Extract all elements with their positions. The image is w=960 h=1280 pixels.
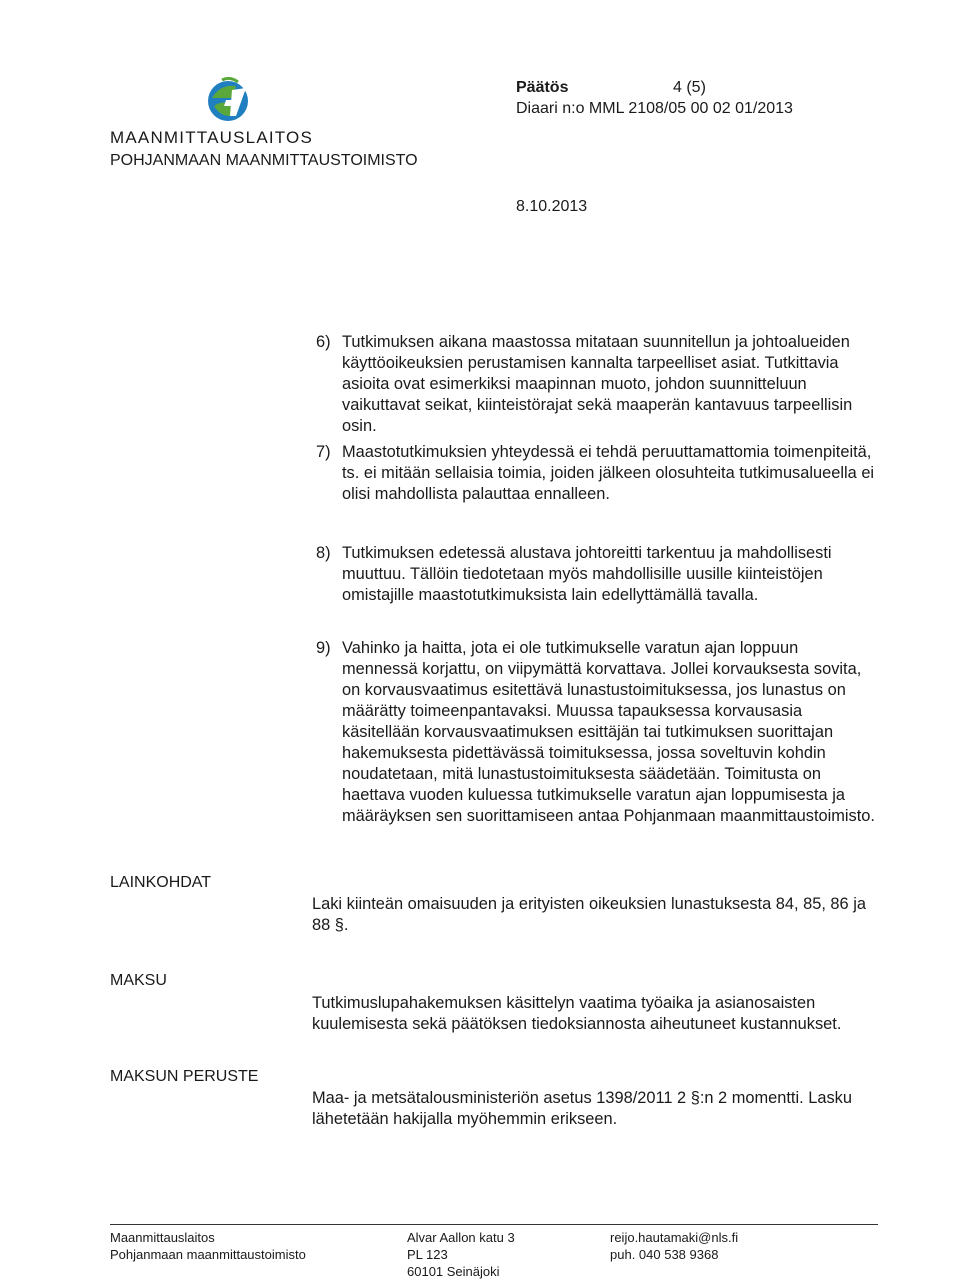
page-number: 4 (5) xyxy=(673,79,706,96)
section-text-maksun-peruste: Maa- ja metsätalousministeriön asetus 1398/2011 2 §:n 2 momentti. Lasku lähetetään hakijalla myöhemmin erikseen. xyxy=(312,1089,852,1128)
footer-postal: 60101 Seinäjoki xyxy=(407,1264,500,1279)
section-text-maksu: Tutkimuslupahakemuksen käsittelyn vaatima työaika ja asianosaisten kuulemisesta sekä päätöksen tiedoksiannosta aiheutuneet kustannukset. xyxy=(312,994,842,1033)
footer-street: Alvar Aallon katu 3 xyxy=(407,1230,515,1245)
section-label-maksu: MAKSU xyxy=(110,972,167,989)
maanmittauslaitos-logo-icon xyxy=(202,76,254,126)
item-number: 6) xyxy=(316,333,331,351)
item-number: 7) xyxy=(316,443,331,461)
item-text: Maastotutkimuksien yhteydessä ei tehdä peruuttamattomia toimenpiteitä, ts. ei mitään sellaisia toimia, joiden jälkeen olosuhteita tutkimusalueella ei olisi mahdollista palauttaa ennalleen. xyxy=(342,443,875,503)
list-item xyxy=(316,543,876,606)
organization-name: MAANMITTAUSLAITOS xyxy=(110,128,314,147)
footer-org-name: Maanmittauslaitos xyxy=(110,1230,215,1245)
section-text-lainkohdat: Laki kiinteän omaisuuden ja erityisten oikeuksien lunastuksesta 84, 85, 86 ja 88 §. xyxy=(312,895,866,934)
document-date: 8.10.2013 xyxy=(516,198,588,215)
footer-pobox: PL 123 xyxy=(407,1247,448,1262)
list-item xyxy=(316,332,876,437)
footer-email[interactable]: reijo.hautamaki@nls.fi xyxy=(610,1230,739,1245)
footer-divider xyxy=(110,1224,878,1225)
item-text: Vahinko ja haitta, jota ei ole tutkimukselle varatun ajan loppuun mennessä korjattu, on viipymättä korvattava. Jollei korvauksesta sovita, on korvausvaatimus esitettävä lunastustoimituksessa, jos lunastus on määrätty toimeenpantavaksi. Muussa tapauksessa korvausasia käsitellään korvausvaatimuksen esittäjän tai tutkimuksen suorittajan hakemuksesta pidettävässä toimituksessa, jossa soveltuvin kohdin noudatetaan, mitä lunastustoimituksesta säädetään. Toimitusta on haettava vuoden kuluessa tutkimukselle varatun ajan loppumisesta ja määräyksen sen suorittamiseen antaa Pohjanmaan maanmittaustoimisto. xyxy=(342,639,875,825)
footer-org-unit: Pohjanmaan maanmittaustoimisto xyxy=(110,1247,306,1262)
list-item xyxy=(316,442,876,505)
item-number: 8) xyxy=(316,544,331,562)
document-type: Päätös xyxy=(516,79,569,96)
footer-organization xyxy=(110,1229,306,1263)
diary-reference: Diaari n:o MML 2108/05 00 02 01/2013 xyxy=(516,100,793,117)
section-label-lainkohdat: LAINKOHDAT xyxy=(110,874,212,891)
section-label-maksun-peruste: MAKSUN PERUSTE xyxy=(110,1068,259,1085)
footer-phone: puh. 040 538 9368 xyxy=(610,1247,719,1262)
item-text: Tutkimuksen edetessä alustava johtoreitti tarkentuu ja mahdollisesti muuttuu. Tällöin tiedotetaan myös mahdollisille uusille kiinteistöjen omistajille maastotutkimuksista lain edellyttämällä tavalla. xyxy=(342,544,832,604)
list-item xyxy=(316,638,876,827)
footer-address xyxy=(407,1229,515,1280)
item-number: 9) xyxy=(316,639,331,657)
footer-contact xyxy=(610,1229,738,1263)
item-text: Tutkimuksen aikana maastossa mitataan suunnitellun ja johtoalueiden käyttöoikeuksien perustamisen kannalta tarpeelliset asiat. Tutkittavia asioita ovat esimerkiksi maapinnan muoto, johdon suunnitteluun vaikuttavat seikat, kiinteistörajat sekä maaperän kantavuus tarpeellisin osin. xyxy=(342,333,853,435)
organization-unit: POHJANMAAN MAANMITTAUSTOIMISTO xyxy=(110,152,418,169)
